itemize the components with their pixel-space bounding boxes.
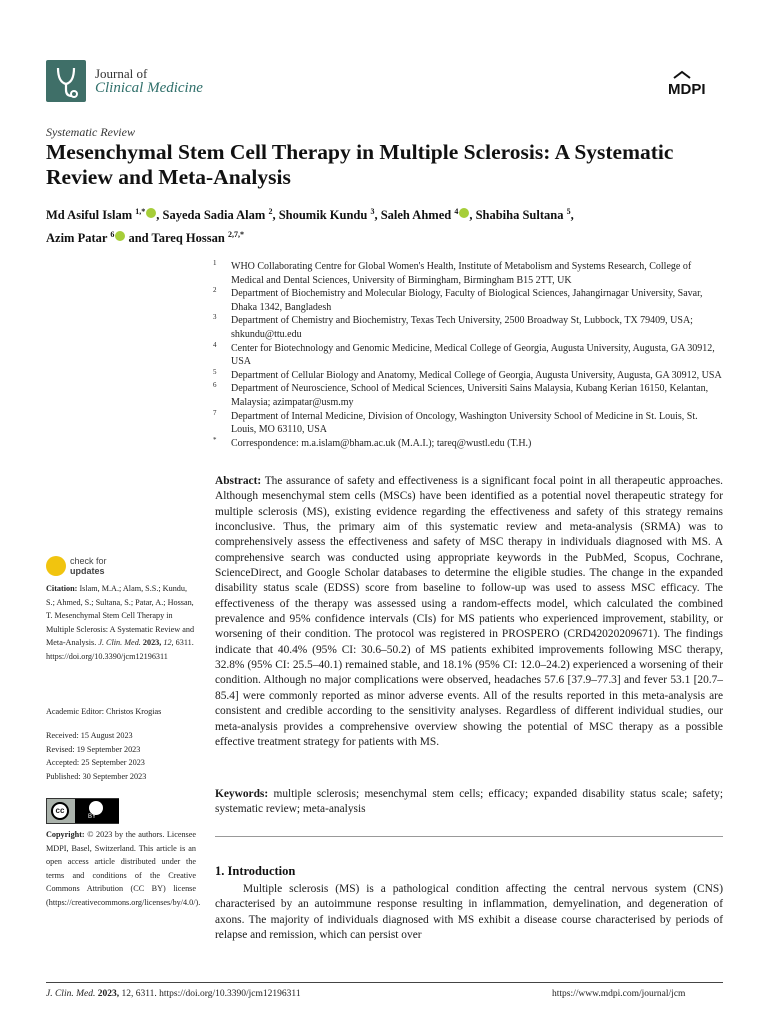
affiliation-text: Department of Chemistry and Biochemistry, Texas Tech University, 2500 Broadway St, Lubbock, TX 79409, USA; shkundu@ttu.edu xyxy=(231,315,693,340)
affiliation-item xyxy=(213,260,723,287)
affiliation-item xyxy=(213,369,723,383)
publisher-logo xyxy=(668,70,724,100)
affiliation-item xyxy=(213,314,723,341)
citation xyxy=(46,582,196,664)
cc-icon: cc xyxy=(51,802,69,820)
author-list: Md Asiful Islam $^{1,*}$ , Sayeda Sadia Alam $^2$, Shoumik Kundu $^3$, Saleh Ahmed $^4$ , Shabiha Sultana $^5$, Azim Patar $^6$ and Tareq Hossan $^{2,7,*}$ xyxy=(46,207,574,246)
author-name[interactable]: Shabiha Sultana xyxy=(475,208,567,223)
affiliation-text: Correspondence: m.a.islam@bham.ac.uk (M.A.I.); tareq@wustl.edu (T.H.) xyxy=(231,437,532,449)
date-item: Revised: 19 September 2023 xyxy=(46,744,141,754)
orcid-icon[interactable] xyxy=(115,231,125,241)
affiliation-number: 7 xyxy=(213,408,217,417)
cc-by-license-badge[interactable] xyxy=(46,798,119,824)
check-for-updates-button[interactable] xyxy=(70,556,107,576)
divider xyxy=(215,836,723,837)
affiliation-text: WHO Collaborating Centre for Global Women's Health, Institute of Metabolism and Systems Research, College of Medical and Dental Sciences, University of Birmingham, Birmingham B15 2TT, UK xyxy=(231,261,692,286)
affiliation-number: 5 xyxy=(213,367,217,376)
date-item: Published: 30 September 2023 xyxy=(46,771,147,781)
author-name[interactable]: Shoumik Kundu xyxy=(278,208,371,223)
affiliation-item xyxy=(213,410,723,437)
citation-vol: 12, xyxy=(163,638,174,648)
journal-name xyxy=(95,66,203,96)
footer-citation xyxy=(46,989,301,999)
affiliations xyxy=(213,260,723,450)
publication-dates xyxy=(46,729,196,783)
section-heading: 1. Introduction xyxy=(215,864,296,878)
author-affiliation-marker: 4 xyxy=(454,207,459,216)
abstract-label: Abstract: xyxy=(215,475,262,487)
affiliation-text: Department of Internal Medicine, Division of Oncology, Washington University School of Medicine in St. Louis, St. Louis, MO 63110, USA xyxy=(231,410,698,436)
footer-journal: J. Clin. Med. xyxy=(46,989,96,999)
affiliation-text: Department of Cellular Biology and Anatomy, Medical College of Georgia, Augusta University, Augusta, GA 30912, USA xyxy=(231,369,722,381)
stethoscope-icon xyxy=(46,60,86,102)
author-name[interactable]: Azim Patar xyxy=(46,231,111,246)
article-type: Systematic Review xyxy=(46,125,135,139)
attribution-icon xyxy=(89,801,103,815)
date-item: Accepted: 25 September 2023 xyxy=(46,758,145,768)
author-affiliation-marker: 6 xyxy=(110,230,115,240)
abstract xyxy=(215,474,723,750)
copyright-label: Copyright: xyxy=(46,830,85,839)
keywords-label: Keywords: xyxy=(215,788,269,800)
by-label: BY xyxy=(88,814,97,820)
article-title: Mesenchymal Stem Cell Therapy in Multiple Sclerosis: A Systematic Review and Meta-Analysis xyxy=(46,140,674,189)
affiliation-text: Center for Biotechnology and Genomic Medicine, Medical College of Georgia, Augusta University, Augusta, GA 30912, USA xyxy=(231,342,715,368)
author-name[interactable]: Sayeda Sadia Alam xyxy=(162,208,269,223)
affiliation-number: 6 xyxy=(213,381,217,390)
publisher-name: MDPI xyxy=(668,81,706,98)
author-affiliation-marker: 3 xyxy=(370,207,375,216)
check-line1: check for xyxy=(70,556,107,566)
abstract-text: The assurance of safety and effectiveness is a significant focal point in all therapeutic approaches. Although mesenchymal stem cells (MSCs) have been identified as a potential novel therapeutic strategy for multiple sclerosis (MS), existing evidence regarding the effectiveness and safety of this strategy remains inconclusive. Thus, the primary aim of this systematic review and meta-analysis (SRMA) was to comprehensively assess the effectiveness and safety of MSC therapy in individuals diagnosed with MS. A comprehensive search was conducted using appropriate keywords in the PubMed, Scopus, Cochrane, ScienceDirect, and Google Scholar databases to determine the eligible studies. The change in the expanded disability status scale (EDSS) score from baseline to follow-up was used to assess MSC efficacy. The effectiveness of the therapy was assessed using a random-effects model, which calculated the combined prevalence and 95% confidence intervals (CIs) for MS patients who experienced improvement, stability, or worsening of their condition. The protocol was registered in PROSPERO (CRD42020209671). The findings indicate that 40.4% (95% CI: 30.6–50.2) of MS patients exhibited improvements following MSC therapy, 32.8% (95% CI: 25.5–40.1) remained stable, and 18.1% (95% CI: 12.0–24.2) experienced a worsening of their condition. Although no major complications were observed, headaches 57.6 [37.9–77.3] and fever 53.1 [20.7–85.4] were commonly reported as minor adverse events. All of the results reported in this meta-analysis are consistent and credible according to the sensitivity analyses. Regardless of different individual studies, our meta-analysis provides a comprehensive overview showing the potential of MSC therapy as a possible effective treatment strategy for patients with MS. xyxy=(215,475,723,748)
copyright-text: © 2023 by the authors. Licensee MDPI, Basel, Switzerland. This article is an open access article distributed under the terms and conditions of the Creative Commons Attribution (CC BY) license (https://creativecommons.org/licenses/by/4.0/). xyxy=(46,830,201,907)
keywords-text: multiple sclerosis; mesenchymal stem cells; efficacy; expanded disability status scale; safety; systematic review; meta-analysis xyxy=(215,788,723,816)
citation-doi-link[interactable]: 6311. https://doi.org/10.3390/jcm12196311 xyxy=(46,638,194,661)
affiliation-number: 3 xyxy=(213,313,217,322)
footer-doi-link[interactable]: 12, 6311. https://doi.org/10.3390/jcm12196311 xyxy=(121,989,301,999)
affiliation-number: 1 xyxy=(213,259,217,267)
affiliation-number: 2 xyxy=(213,286,217,295)
author-affiliation-marker: 2 xyxy=(268,207,273,216)
affiliation-item xyxy=(213,342,723,369)
orcid-icon[interactable] xyxy=(146,208,156,218)
author-name[interactable]: Md Asiful Islam xyxy=(46,208,136,223)
check-line2: updates xyxy=(70,566,105,576)
citation-year: 2023, xyxy=(142,638,162,648)
footer-divider xyxy=(46,982,723,983)
author-name[interactable]: Tareq Hossan xyxy=(151,231,228,246)
orcid-icon[interactable] xyxy=(459,208,469,218)
citation-label: Citation: xyxy=(46,584,78,593)
affiliation-item xyxy=(213,382,723,409)
journal-logo xyxy=(46,60,86,102)
academic-editor: Academic Editor: Christos Krogias xyxy=(46,707,162,716)
copyright xyxy=(46,828,201,910)
date-item: Received: 15 August 2023 xyxy=(46,731,133,740)
footer-year: 2023, xyxy=(97,989,120,999)
check-for-updates-icon[interactable] xyxy=(46,556,66,576)
affiliation-text: Department of Neuroscience, School of Medical Sciences, Universiti Sains Malaysia, Kubang Kerian 16150, Kelantan, Malaysia; azimpatar@usm.my xyxy=(231,383,709,408)
affiliation-number: 4 xyxy=(213,340,217,349)
journal-name-line1: Journal of xyxy=(95,66,148,81)
affiliation-text: Department of Biochemistry and Molecular Biology, Faculty of Biological Sciences, Jahangirnagar University, Savar, Dhaka 1342, Bangladesh xyxy=(231,288,703,313)
journal-name-line2: Clinical Medicine xyxy=(95,80,203,96)
author-affiliation-marker: 2,7,* xyxy=(227,230,244,240)
citation-journal: J. Clin. Med. xyxy=(98,638,141,648)
author-affiliation-marker: 1,* xyxy=(135,207,146,216)
affiliation-number: * xyxy=(213,435,217,444)
keywords xyxy=(215,787,723,818)
citation-text: Islam, M.A.; Alam, S.S.; Kundu, S.; Ahmed, S.; Sultana, S.; Patar, A.; Hossan, T. Mesenchymal Stem Cell Therapy in Multiple Sclerosis: A Systematic Review and Meta-Analysis. xyxy=(46,584,195,648)
author-affiliation-marker: 5 xyxy=(566,207,571,216)
affiliation-item xyxy=(213,287,723,314)
introduction-text: Multiple sclerosis (MS) is a pathological condition affecting the central nervous system (CNS) characterised by an autoimmune response resulting in inflammation, demyelination, and degeneration of axons. The majority of individuals diagnosed with MS exhibit a disease course characterised by periods of relapse and remission, which can persist over xyxy=(215,883,723,941)
affiliation-item xyxy=(213,437,723,451)
footer-journal-url[interactable]: https://www.mdpi.com/journal/jcm xyxy=(552,989,686,999)
author-name[interactable]: Saleh Ahmed xyxy=(380,208,455,223)
